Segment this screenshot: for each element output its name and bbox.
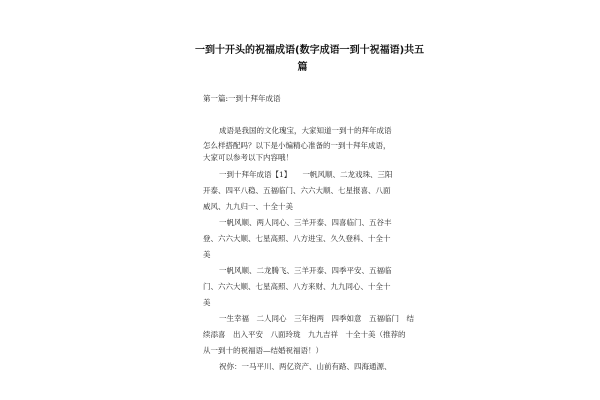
body-line: 美 (203, 250, 211, 259)
body-line: 登、六六大顺、七星高照、八方进宝、久久登科、十全十 (203, 234, 391, 243)
body-line: 美 (203, 298, 211, 307)
body-line: 祝你：一马平川、两亿资产、山前有路、四海通源、 (219, 362, 392, 371)
body-line: 开泰、四平八稳、五福临门、六六大顺、七星报喜、八面 (203, 186, 391, 195)
document-title-line-1: 一到十开头的祝福成语(数字成语一到十祝福语)共五 (195, 45, 425, 56)
body-line: 从一到十的祝福语—结婚祝福语！） (203, 346, 323, 355)
body-line: 怎么样搭配吗？以下是小编精心准备的一到十拜年成语， (203, 141, 391, 150)
body-line: 一帆风顺、两人同心、三羊开泰、四喜临门、五谷丰 (219, 218, 392, 227)
body-line: 成语是我国的文化瑰宝，大家知道一到十的拜年成语 (219, 126, 392, 135)
body-line: 续添喜 出入平安 八面玲珑 九九吉祥 十全十美（推荐的 (203, 330, 406, 339)
body-line: 大家可以参考以下内容哦！ (203, 153, 293, 162)
body-line: 一到十拜年成语【1】 一帆风顺、二龙戏珠、三阳 (219, 170, 393, 179)
body-line: 一生幸福 二人同心 三年抱两 四季如意 五福临门 结 (219, 314, 414, 323)
body-line: 一帆风顺、二龙腾飞、三羊开泰、四季平安、五福临 (219, 266, 392, 275)
document-title-line-2: 篇 (297, 62, 308, 73)
body-line: 威风、九九归一、十全十美 (203, 202, 293, 211)
body-line: 门、六六大顺、七星高照、八方来财、九九同心、十全十 (203, 282, 391, 291)
section-heading: 第一篇:一到十拜年成语 (203, 94, 281, 103)
